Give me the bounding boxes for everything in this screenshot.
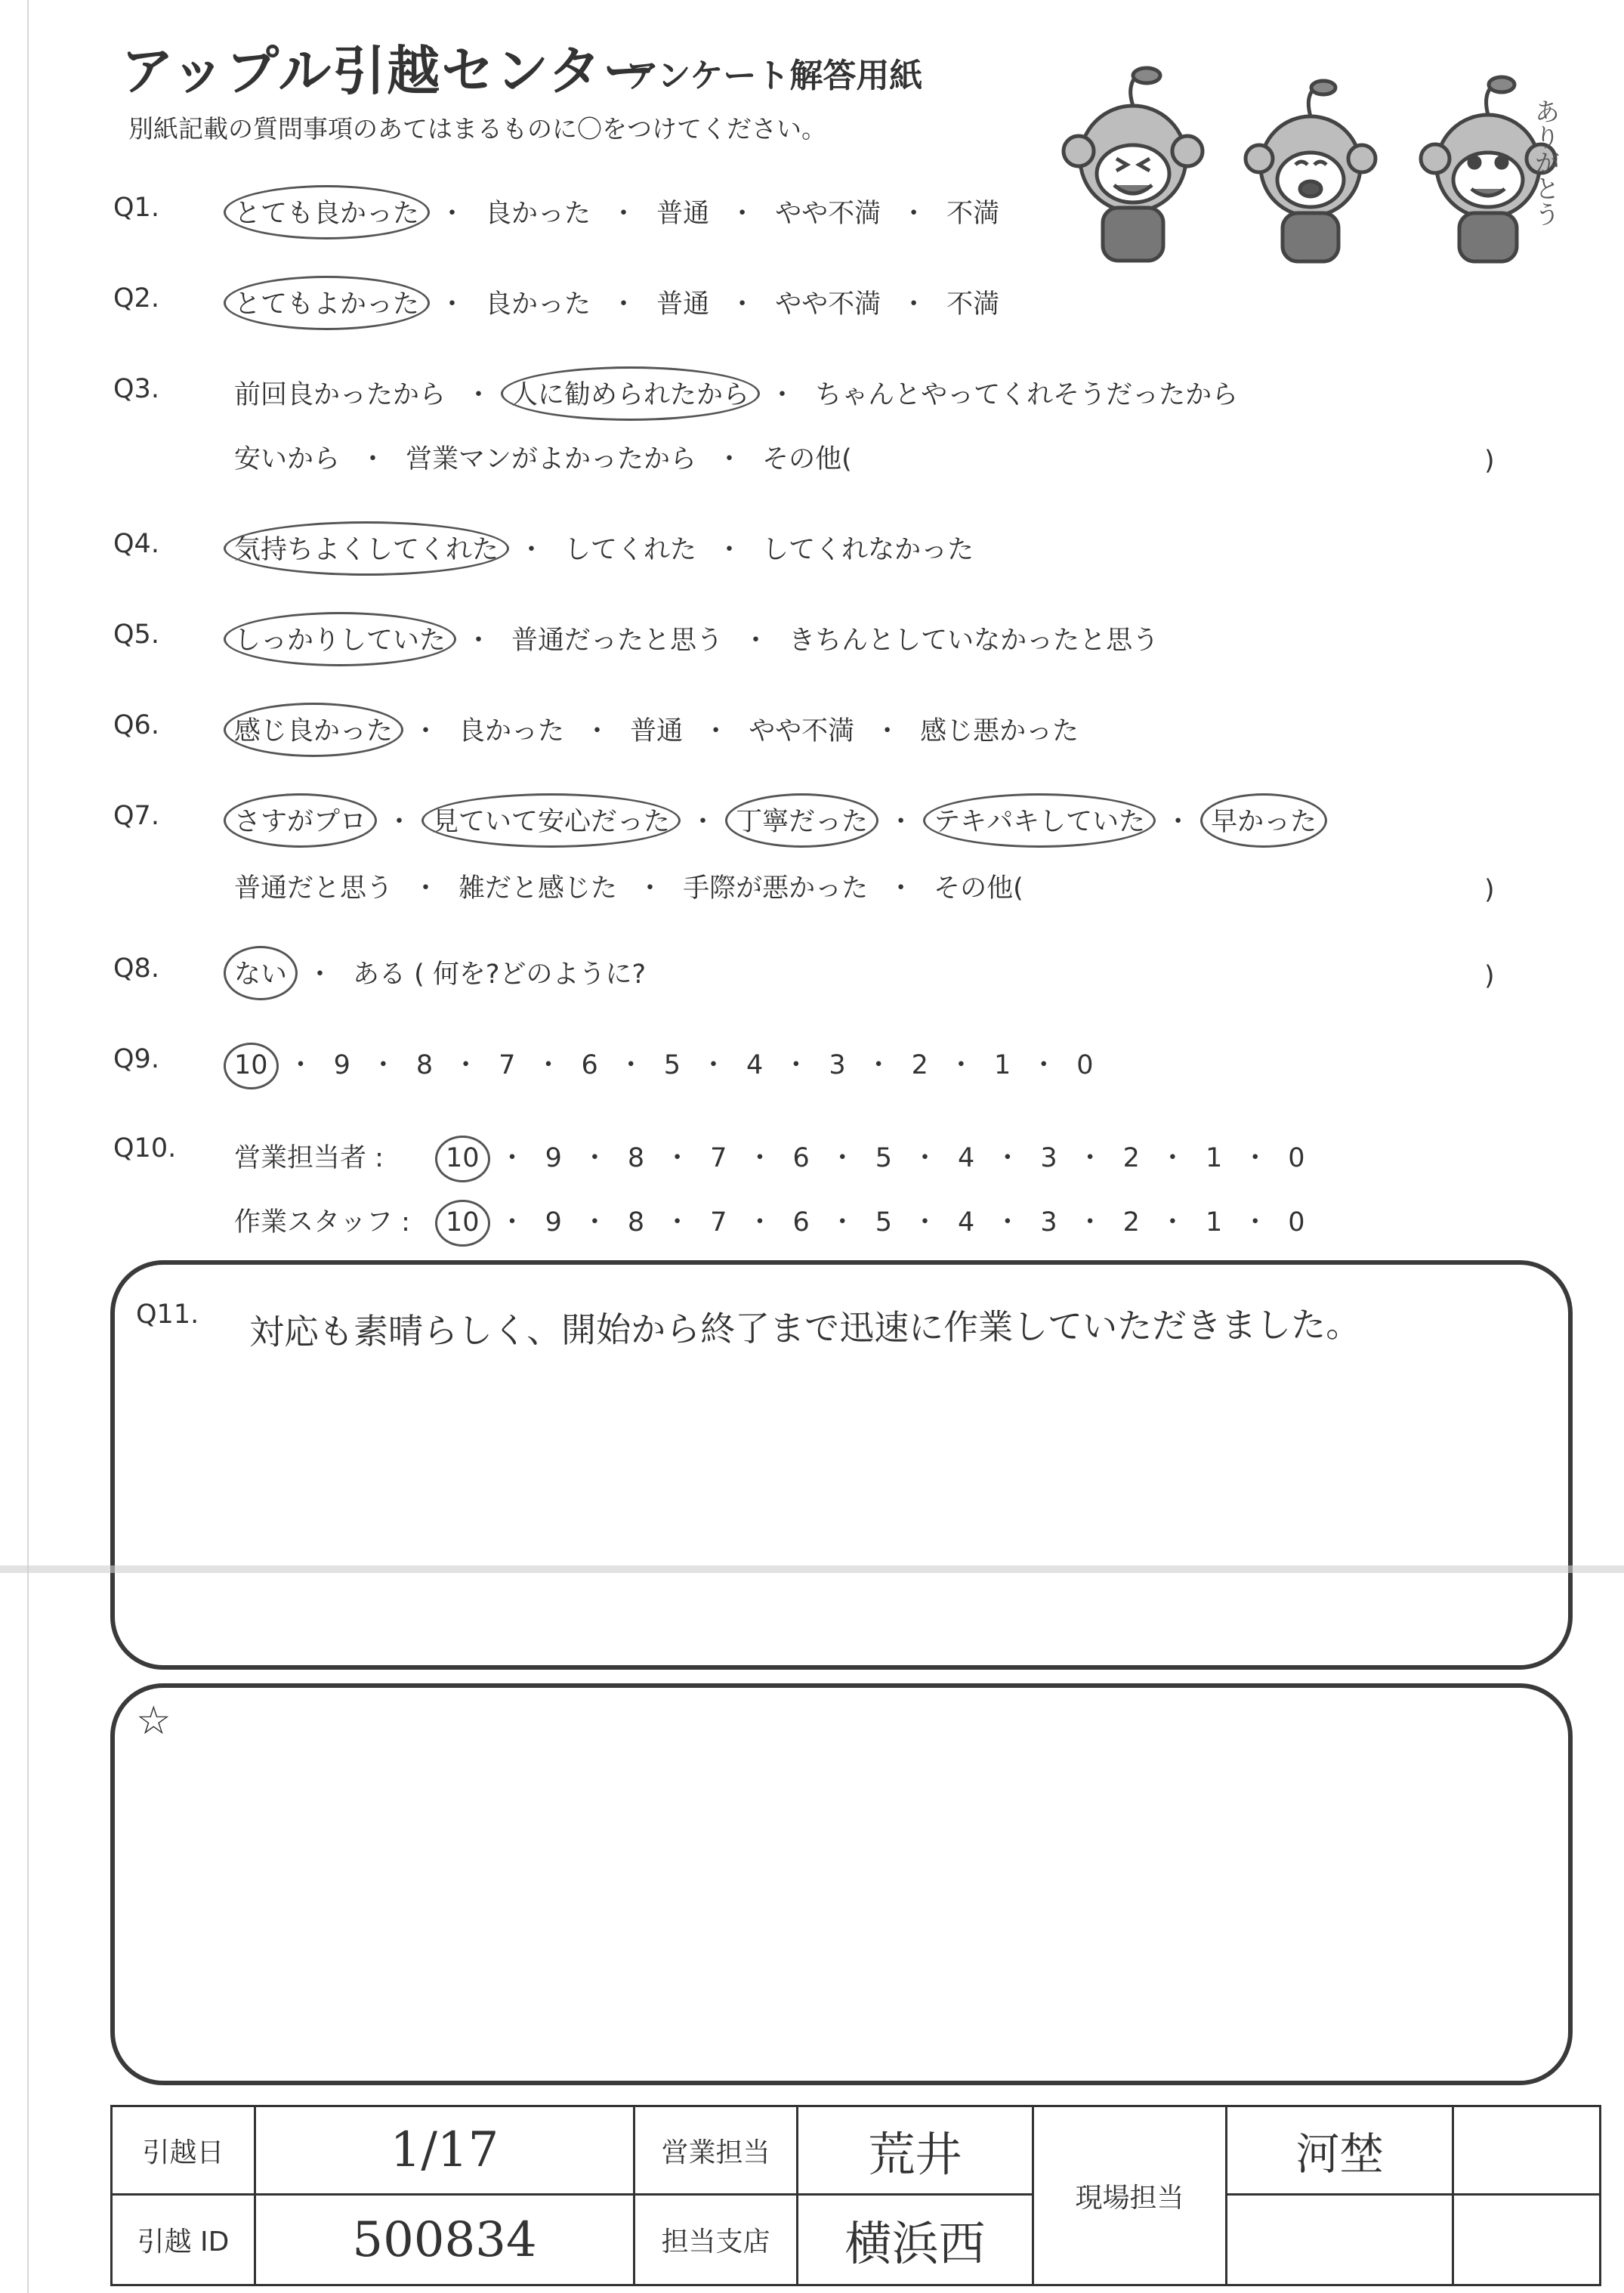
q5-label: Q5. [113,620,159,650]
q11-label: Q11. [136,1299,199,1330]
selected-option[interactable]: とても良かった [234,193,419,230]
option-separator: ・ [439,199,466,229]
option[interactable]: 営業マンがよかったから [406,444,697,474]
option-separator: ・ [581,1207,608,1238]
option-separator: ・ [900,199,928,229]
selected-score[interactable]: 10 [446,1207,480,1238]
option-separator: ・ [360,444,387,474]
option-separator: ・ [746,1143,773,1173]
option-separator: ・ [287,1050,314,1080]
q1-label: Q1. [113,193,159,223]
option[interactable]: 2 [911,1050,928,1080]
option[interactable]: 7 [499,1050,516,1080]
option[interactable]: やや不満 [749,716,855,746]
option-separator: ・ [610,289,638,320]
option-separator: ・ [690,807,717,837]
option[interactable]: 安いから [234,444,341,474]
option[interactable]: 普通 [656,199,710,229]
option-separator: ・ [664,1143,691,1173]
q7-label: Q7. [113,801,159,831]
branch-label: 担当支店 [635,2196,798,2284]
score-option[interactable]: 8 [627,1143,645,1173]
option[interactable]: 不満 [946,289,1000,320]
q7-close-paren: ) [1484,875,1495,905]
mascot-illustration [1042,45,1586,264]
star-icon: ☆ [136,1698,171,1744]
option-separator: ・ [716,535,743,565]
site-value-2 [1227,2196,1454,2284]
option-separator: ・ [729,289,756,320]
option[interactable]: その他( [934,873,1023,904]
scan-edge-line [27,0,29,2293]
option-separator: ・ [888,807,915,837]
option-separator: ・ [637,873,664,904]
option-separator: ・ [584,716,611,746]
option-separator: ・ [1076,1143,1104,1173]
q1-options-line [234,193,999,230]
selected-option[interactable]: とてもよかった [234,283,419,321]
site-label: 現場担当 [1034,2107,1227,2284]
option[interactable]: ちゃんとやってくれそうだったから [815,380,1239,410]
option[interactable]: 9 [333,1050,350,1080]
score-option[interactable]: 0 [1288,1143,1305,1173]
option-separator: ・ [865,1050,892,1080]
option-separator: ・ [610,199,638,229]
option-separator: ・ [465,626,492,656]
q3-options-line [234,374,1238,412]
score-option[interactable]: 2 [1122,1143,1140,1173]
option[interactable]: ある ( 何を?どのように? [353,960,647,990]
q5-options-line [234,620,1159,657]
score-option[interactable]: 4 [958,1207,975,1238]
option-separator: ・ [700,1050,727,1080]
q3-close-paren: ) [1484,446,1495,476]
q8-close-paren: ) [1484,961,1495,991]
option[interactable]: やや不満 [775,199,881,229]
option-separator: ・ [499,1143,526,1173]
score-option[interactable]: 7 [710,1143,727,1173]
q10-row [234,1201,1305,1239]
option[interactable]: 雑だと感じた [458,873,618,904]
option-separator: ・ [1159,1143,1186,1173]
option[interactable]: 3 [829,1050,846,1080]
option-separator: ・ [912,1143,939,1173]
score-option[interactable]: 6 [792,1143,810,1173]
option[interactable]: 普通 [630,716,684,746]
sales-label: 営業担当 [635,2107,798,2196]
option-separator: ・ [386,807,413,837]
option[interactable]: してくれた [564,535,697,565]
option-separator: ・ [499,1207,526,1238]
q2-label: Q2. [113,283,159,314]
score-option[interactable]: 1 [1205,1207,1223,1238]
q9-options-line [234,1044,1094,1082]
option-separator: ・ [783,1050,810,1080]
option-separator: ・ [1242,1207,1269,1238]
score-option[interactable]: 3 [1040,1207,1057,1238]
option[interactable]: 普通だったと思う [511,626,724,656]
site-extra-cell [1454,2107,1599,2196]
company-title: アップル引越センター [121,40,657,102]
option-separator: ・ [369,1050,397,1080]
selected-option[interactable]: ない [234,953,287,991]
option-separator: ・ [518,535,545,565]
option-separator: ・ [535,1050,562,1080]
option[interactable]: 5 [663,1050,681,1080]
option[interactable]: してくれなかった [762,535,974,565]
branch-value: 横浜西 [798,2196,1034,2284]
option-separator: ・ [947,1050,974,1080]
option-separator: ・ [769,380,796,410]
option-separator: ・ [994,1207,1021,1238]
score-option[interactable]: 3 [1040,1143,1057,1173]
score-option[interactable]: 7 [710,1207,727,1238]
option[interactable]: 普通だと思う [234,873,394,904]
option-separator: ・ [746,1207,773,1238]
score-option[interactable]: 9 [545,1143,562,1173]
q4-options-line [234,529,974,567]
selected-option[interactable]: 感じ良かった [234,710,393,748]
option-separator: ・ [829,1143,856,1173]
option-separator: ・ [716,444,743,474]
option-separator: ・ [1076,1207,1104,1238]
mascot-caption: ありがとう [1530,98,1560,227]
selected-option[interactable]: 早かった [1211,801,1317,839]
option-separator: ・ [912,1207,939,1238]
q7-options-line [234,801,1317,839]
q8-label: Q8. [113,953,159,984]
score-option[interactable]: 2 [1122,1207,1140,1238]
score-option[interactable]: 6 [792,1207,810,1238]
option-separator: ・ [412,873,440,904]
option-separator: ・ [1159,1207,1186,1238]
option-separator: ・ [874,716,901,746]
selected-option[interactable]: さすがプロ [234,801,366,839]
selected-option[interactable]: しっかりしていた [234,620,446,657]
q3-options-line [234,438,852,476]
comment-box [110,1683,1573,2085]
option[interactable]: 4 [746,1050,764,1080]
option-separator: ・ [412,716,440,746]
selected-option[interactable]: 気持ちよくしてくれた [234,529,499,567]
option[interactable]: 手際が悪かった [683,873,869,904]
selected-option[interactable]: 人に勧められたから [511,374,749,412]
option[interactable]: 感じ悪かった [920,716,1079,746]
score-option[interactable]: 8 [627,1207,645,1238]
selected-option[interactable]: 見ていて安心だった [432,801,670,839]
q6-options-line [234,710,1079,748]
option[interactable]: 0 [1076,1050,1094,1080]
score-option[interactable]: 9 [545,1207,562,1238]
option-separator: ・ [1030,1050,1057,1080]
option-separator: ・ [465,380,492,410]
sales-value: 荒井 [798,2107,1034,2196]
selected-option[interactable]: 丁寧だった [736,801,868,839]
option-separator: ・ [664,1207,691,1238]
move-id-value: 500834 [256,2196,635,2284]
option[interactable]: 8 [415,1050,434,1080]
option[interactable]: きちんとしていなかったと思う [789,626,1159,656]
option[interactable]: 不満 [946,199,1000,229]
score-option[interactable]: 4 [958,1143,975,1173]
option[interactable]: やや不満 [775,289,881,320]
option-separator: ・ [743,626,770,656]
option-separator: ・ [702,716,730,746]
selected-option[interactable]: テキパキしていた [934,801,1145,839]
option[interactable]: 6 [581,1050,598,1080]
q10-row [234,1137,1305,1175]
q4-label: Q4. [113,529,159,559]
option-separator: ・ [439,289,466,320]
form-subtitle: アンケート解答用紙 [625,57,923,95]
q10-row-name: 営業担当者 : [234,1143,384,1173]
selected-option[interactable]: 10 [234,1050,268,1080]
q10-label: Q10. [113,1133,177,1163]
q6-label: Q6. [113,710,159,740]
q2-options-line [234,283,999,321]
option-separator: ・ [1165,807,1192,837]
option-separator: ・ [994,1143,1021,1173]
option-separator: ・ [452,1050,480,1080]
option[interactable]: その他( [762,444,852,474]
option-separator: ・ [617,1050,644,1080]
option-separator: ・ [888,873,915,904]
option[interactable]: 良かった [458,716,565,746]
option[interactable]: 良かった [485,199,591,229]
q8-options-line [234,953,646,991]
option[interactable]: 良かった [485,289,591,320]
option-separator: ・ [307,960,334,990]
q3-label: Q3. [113,374,159,404]
q11-answer: 対応も素晴らしく、開始から終了まで迅速に作業していただきました。 [249,1303,1361,1353]
scan-fold-line [0,1565,1624,1573]
option-separator: ・ [900,289,928,320]
option-separator: ・ [829,1207,856,1238]
move-id-label: 引越 ID [113,2196,256,2284]
q7-options-line [234,867,1023,905]
footer-table [110,2105,1601,2286]
option[interactable]: 1 [993,1050,1011,1080]
site-extra-cell-2 [1454,2196,1599,2284]
score-option[interactable]: 5 [875,1143,893,1173]
option-separator: ・ [1242,1143,1269,1173]
instruction-text: 別紙記載の質問事項のあてはまるものに〇をつけてください。 [128,114,826,144]
q10-row-name: 作業スタッフ : [234,1207,410,1238]
option-separator: ・ [729,199,756,229]
option-separator: ・ [581,1143,608,1173]
selected-score[interactable]: 10 [446,1143,480,1173]
move-date-value: 1/17 [256,2107,635,2196]
score-option[interactable]: 1 [1205,1143,1223,1173]
score-option[interactable]: 0 [1288,1207,1305,1238]
option[interactable]: 普通 [656,289,710,320]
q9-label: Q9. [113,1044,159,1074]
site-value: 河埜 [1227,2107,1454,2196]
option[interactable]: 前回良かったから [234,380,446,410]
move-date-label: 引越日 [113,2107,256,2196]
score-option[interactable]: 5 [875,1207,893,1238]
